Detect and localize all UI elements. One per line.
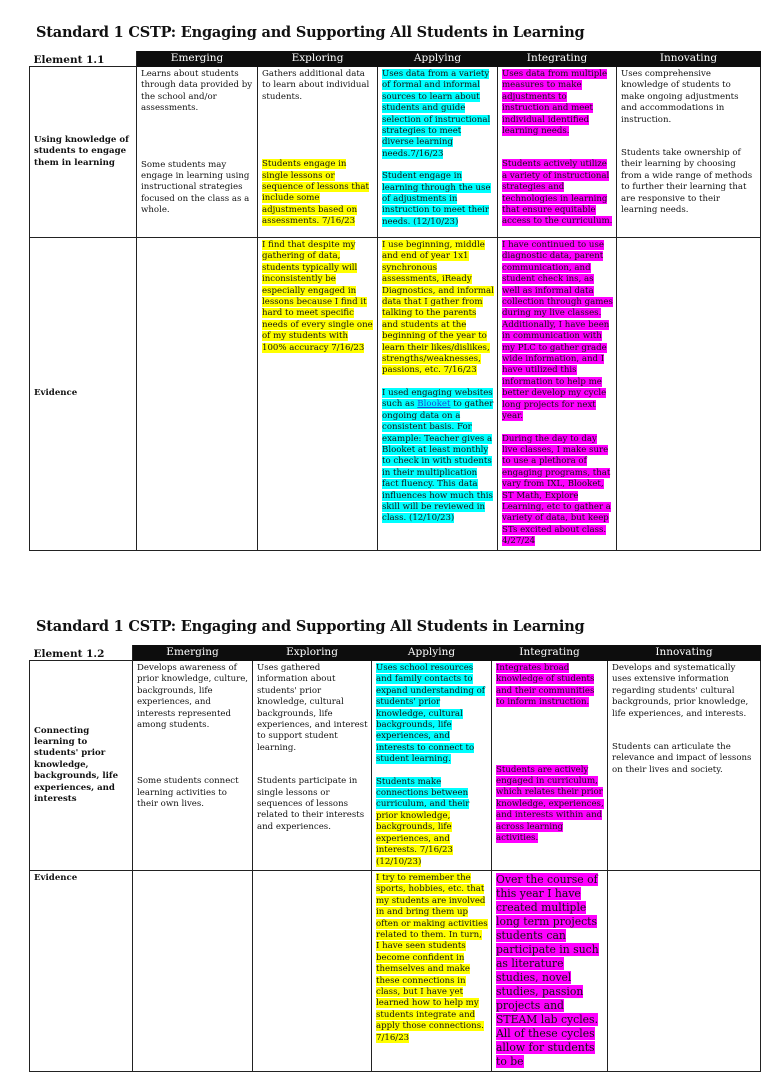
emerging-student-2: Some students connect learning activities to their own lives.: [137, 776, 239, 810]
emerging-evidence-2: [133, 870, 253, 1071]
applying-evidence-cell: [378, 238, 498, 551]
element-label: Element 1.1: [30, 52, 137, 67]
applying-evidence-2-post: to gather ongoing data on a consistent basis. For example: Teacher gives a Blooket at least monthly to check in with students in their multiplication fact fluency. This data influences how much this skill will be reviewed in class. (12/10/23): [382, 399, 494, 524]
emerging-cell: [137, 67, 258, 238]
integrating-evidence-1: I have continued to use diagnostic data, parent communication, and student check ins, as well as informal data collection through games during my live classes. Additionally, I have been in communication with my PLC to gather grade wide information, and I have utilized this information to help me better develop my cycle long projects for next year.: [502, 240, 613, 422]
innovating-cell: [617, 67, 761, 238]
emerging-student: Some students may engage in learning using instructional strategies focused on the class as a whole.: [141, 159, 250, 216]
integrating-evidence-2: During the day to day live classes, I make sure to use a plethora of engaging programs, that vary from IXL, Blooket, ST Math, Explore Learning, etc to gather a variety of data, but keep STs excited about class. 4/27/24: [502, 433, 611, 547]
applying-evidence-2: I try to remember the sports, hobbies, etc. that my students are involved in and bring them up often or making activities related to them. In turn, I have seen students become confident in themselves and make these connections in class, but I have yet learned how to help my students integrate and apply those connections. 7/16/23: [376, 872, 488, 1043]
level-exploring-2: Exploring: [253, 646, 372, 661]
exploring-descriptor: Gathers additional data to learn about individual students.: [262, 69, 370, 102]
level-innovating-2: Innovating: [608, 646, 761, 661]
level-exploring: Exploring: [258, 52, 378, 67]
applying-cell-2: [372, 661, 492, 871]
exploring-evidence: I find that despite my gathering of data, students typically will inconsistently be especially engaged in lessons because I find it hard to meet specific needs of every single one of my students with 100% accuracy 7/16/23: [262, 240, 373, 353]
innovating-cell-2: [608, 661, 761, 871]
level-applying: Applying: [378, 52, 498, 67]
applying-descriptor-2: Uses school resources and family contacts to expand understanding of students' prior knowledge, cultural backgrounds, life experiences, and interests to connect to student learning.: [376, 663, 485, 765]
level-innovating: Innovating: [617, 52, 761, 67]
exploring-cell: [258, 67, 378, 238]
emerging-descriptor: Learns about students through data provided by the school and/or assessments.: [141, 69, 253, 114]
innovating-evidence: [617, 238, 761, 551]
level-integrating: Integrating: [498, 52, 617, 67]
emerging-evidence: [137, 238, 258, 551]
integrating-descriptor: Uses data from multiple measures to make adjustments to instruction and meet individual identified learning needs.: [502, 69, 608, 137]
innovating-descriptor: Uses comprehensive knowledge of students to make ongoing adjustments and accommodations in instruction.: [621, 69, 739, 125]
innovating-student: Students take ownership of their learning by choosing from a wide range of methods to further their learning that are responsive to their learning needs.: [621, 148, 753, 216]
innovating-descriptor-2: Develops and systematically uses extensive information regarding students' cultural backgrounds, prior knowledge, life experiences, and interests.: [612, 663, 749, 719]
integrating-cell: [498, 67, 617, 238]
applying-evidence-2-pre: I used engaging websites such as: [382, 387, 493, 410]
applying-evidence-cell-2: [372, 870, 492, 1071]
section1-title: Standard 1 CSTP: Engaging and Supporting All Students in Learning: [36, 24, 585, 41]
evidence-label-2: Evidence: [30, 870, 133, 1071]
row-label-2: Connecting learning to students' prior knowledge, backgrounds, life experiences, and interests: [30, 661, 133, 871]
innovating-evidence-2: [608, 870, 761, 1071]
level-emerging-2: Emerging: [133, 646, 253, 661]
integrating-evidence-cell: [498, 238, 617, 551]
exploring-student: Students engage in single lessons or sequence of lessons that include some adjustments based on assessments. 7/16/23: [262, 159, 369, 227]
integrating-evidence-2-text: Over the course of this year I have created multiple long term projects students can participate in such as literature studies, novel studies, passion projects and STEAM lab cycles. All of these cycles allow for students to be: [496, 872, 599, 1068]
exploring-descriptor-2: Uses gathered information about students' prior knowledge, cultural backgrounds, life experiences, and interest to support student learning.: [257, 663, 368, 753]
row-label: Using knowledge of students to engage them in learning: [30, 67, 137, 238]
section2-title: Standard 1 CSTP: Engaging and Supporting All Students in Learning: [36, 618, 585, 635]
level-integrating-2: Integrating: [492, 646, 608, 661]
applying-evidence-1: I use beginning, middle and end of year 1x1 synchronous assessments, iReady Diagnostics, and informal data that I gather from talking to the parents and students at the beginning of the year to learn their likes/dislikes, strengths/weaknesses, passions, etc. 7/16/23: [382, 240, 494, 376]
integrating-student: Students actively utilize a variety of instructional strategies and technologies in learning that ensure equitable access to the curriculum.: [502, 159, 613, 227]
exploring-cell-2: [253, 661, 372, 871]
evidence-label: Evidence: [30, 238, 137, 551]
applying-student-2b: prior knowledge, backgrounds, life experiences, and interests. 7/16/23 (12/10/23): [376, 810, 453, 867]
exploring-student-2: Students participate in single lessons or sequences of lessons related to their interests and experiences.: [257, 776, 365, 832]
level-applying-2: Applying: [372, 646, 492, 661]
level-emerging: Emerging: [137, 52, 258, 67]
applying-student: Student engage in learning through the use of adjustments in instruction to meet their needs. (12/10/23): [382, 171, 491, 227]
integrating-evidence-cell-2: [492, 870, 608, 1071]
exploring-evidence-2: [253, 870, 372, 1071]
applying-descriptor: Uses data from a variety of formal and informal sources to learn about students and guide selection of instructional strategies to meet diverse learning needs.7/16/23: [382, 69, 491, 159]
element-1-2-table: [29, 645, 761, 1072]
emerging-descriptor-2: Develops awareness of prior knowledge, culture, backgrounds, life experiences, and interests represented among students.: [137, 663, 249, 731]
applying-cell: [378, 67, 498, 238]
element-1-1-table: [29, 51, 761, 551]
exploring-evidence-cell: [258, 238, 378, 551]
innovating-student-2: Students can articulate the relevance and impact of lessons on their lives and society.: [612, 742, 752, 775]
integrating-student-2: Students are actively engaged in curriculum, which relates their prior knowledge, experiences, and interests within and across learning activities.: [496, 764, 604, 844]
applying-student-2a: Students make connections between curriculum, and their: [376, 776, 470, 810]
emerging-cell-2: [133, 661, 253, 871]
integrating-cell-2: [492, 661, 608, 871]
integrating-descriptor-2: Integrates broad knowledge of students and their communities to inform instruction.: [496, 663, 595, 708]
element-label-2: Element 1.2: [30, 646, 133, 661]
blooket-link[interactable]: Blooket: [417, 399, 451, 410]
